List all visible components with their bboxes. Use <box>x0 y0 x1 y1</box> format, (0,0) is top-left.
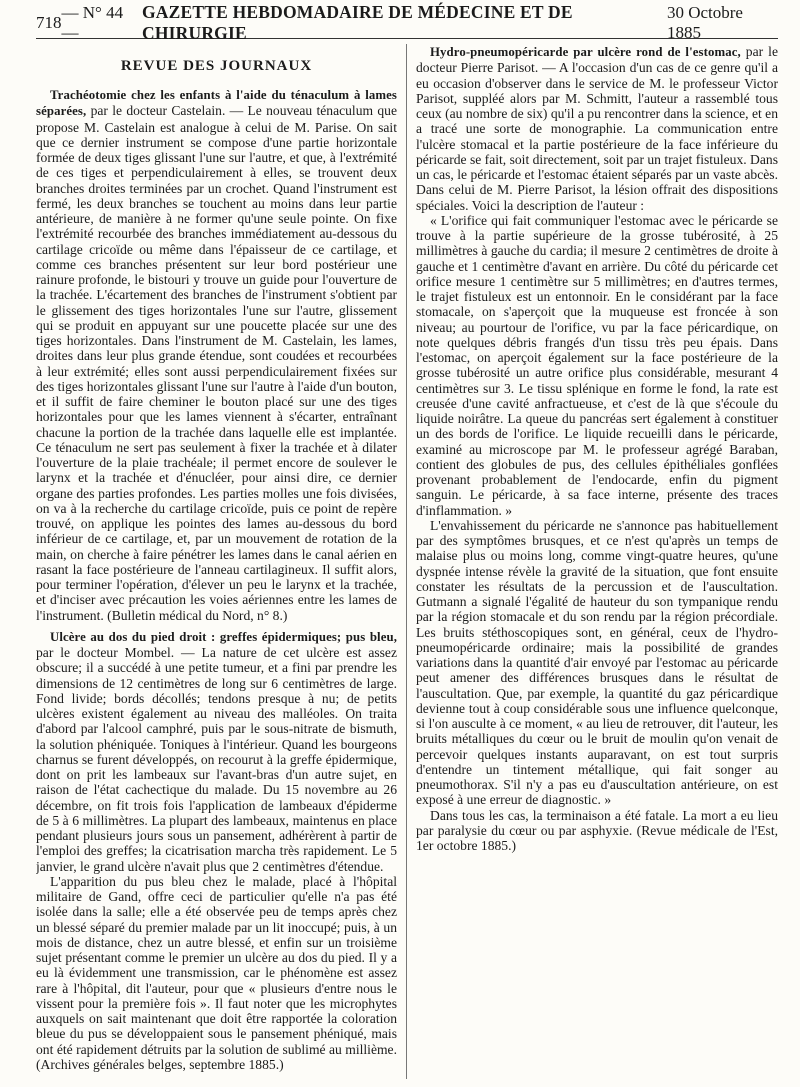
two-column-body <box>36 44 778 1079</box>
article-title: Hydro-pneumopéricarde par ulcère rond de l'estomac, <box>430 45 741 59</box>
issue-number: — N° 44 — <box>61 3 124 42</box>
right-column <box>407 44 778 1079</box>
section-title: REVUE DES JOURNAUX <box>120 58 313 74</box>
article-body: par le docteur Pierre Parisot. — A l'occasion d'un cas de ce genre qu'il a eu occasion d'observer dans le service de M. le professeur Victor Parisot, suppléé alors par M. Schmitt, l'auteur a rassemblé tous ceux (au nombre de six) qu'il a pu rencontrer dans la science, et en a tracé une sorte de monographie. La communication entre l'ulcère stomacal et la partie postérieure de la face inférieure du péricarde se fait, soit directement, soit par un trajet fistuleux. Dans un cas, le péricarde et l'estomac étaient séparés par un vaste abcès. Dans celui de M. Pierre Parisot, la lésion offrait des dispositions spéciales. Voici la description de l'auteur : <box>416 44 778 213</box>
article-paragraph <box>36 629 397 874</box>
article-body: par le docteur Castelain. — Le nouveau ténaculum que propose M. Castelain est analogue à celui de M. Parise. On sait que ce dernier instrument se compose d'une partie horizontale formée de deux tiges glissant l'une sur l'autre, et que, à l'extrémité de ces tiges et perpendiculairement à elles, se trouvent deux branches droites terminées par un crochet. Quand l'instrument est fermé, les deux branches se touchent au moins dans leur partie antérieure, de manière à ne former qu'une seule pointe. On fixe l'extrémité recourbée des branches immédiatement au-dessous du cartilage cricoïde ou même dans l'épaisseur de ce cartilage, et comme ces branches présentent sur leur bord postérieur une rainure profonde, le bistouri y trouve un guide pour l'ouverture de la trachée. L'écartement des branches de l'instrument s'obtient par le glissement des tiges horizontales l'une sur l'autre, glissement qui se produit en appuyant sur une poucette placée sur une des tiges horizontales. Dans l'instrument de M. Castelain, les lames, droites dans leur plus grande étendue, sont coudées et recourbées à leur extrémité; elles sont aussi perpendiculairement fixées sur des tiges horizontales glissant l'une sur l'autre à l'aide d'un bouton, et il suffit de faire cheminer le bouton placé sur une des tiges horizontales pour que les lames viennent à s'écarter, entraînant chacune la portion de la trachée dans laquelle elle est implantée. Ce ténaculum ne sert pas seulement à fixer la trachée et à dilater l'ouverture de la plaie trachéale; il permet encore de soulever le larynx et la trachée et d'énucléer, pour ainsi dire, ce dernier organe des parties profondes. Les parties molles une fois divisées, on va à la recherche du cartilage cricoïde, puis ce point de repère trouvé, on applique les pointes des lames au-dessous du bord inférieur de ce cartilage, et, par un mouvement de rotation de la main, on cherche à faire pénétrer les lames dans le canal aérien en rasant la face postérieure de l'anneau cartilagineux. Il suffit alors, pour terminer l'opération, d'élever un peu le larynx et la trachée, et d'inciser avec précaution les voies aériennes entre les lames de l'instrument. (Bulletin médical du Nord, n° 8.) <box>36 103 397 623</box>
page-number: 718 <box>36 13 62 32</box>
article-paragraph: L'envahissement du péricarde ne s'annonce pas habituellement par des symptômes brusques, et ce n'est qu'après un temps de malaise plus ou moins long, comme vingt-quatre heures, qu'une dyspnée intense révèle la gravité de la situation, que font ensuite constater les résultats de la percussion et de l'auscultation. Gutmann a signalé l'égalité de hauteur du son tympanique rendu par la région stomacale et du son rendu par la région précordiale. Les bruits stéthoscopiques sont, en général, ceux de l'hydro-pneumopéricarde ordinaire; mais la possibilité de grandes variations dans la quantité d'air envoyé par l'estomac au péricarde peut amener des différences brusques dans le résultat de l'auscultation. Que, par exemple, la quantité du gaz péricardique devienne tout à coup considérable sous une influence quelconque, si l'on ausculte à ce moment, « au lieu de retrouver, dit l'auteur, les bruits métalliques du cœur ou le bruit de moulin qu'on venait de percevoir quelques instants auparavant, on est tout surpris d'entendre un tintement métallique, qui fait songer au pneumothorax. S'il n'y a pas eu d'auscultation antérieure, on est exposé à une erreur de diagnostic. » <box>416 517 778 808</box>
page-header <box>36 2 778 43</box>
issue-date: 30 Octobre 1885 <box>666 3 743 42</box>
article-paragraph <box>36 87 397 623</box>
journal-title: GAZETTE HEBDOMADAIRE DE MÉDECINE ET DE CHIRURGIE <box>141 2 573 43</box>
article-paragraph: Dans tous les cas, la terminaison a été fatale. La mort a eu lieu par paralysie du cœur ou par asphyxie. (Revue médicale de l'Est, 1er octobre 1885.) <box>416 807 778 853</box>
article-paragraph <box>416 44 778 213</box>
article-quote: « L'orifice qui fait communiquer l'estomac avec le péricarde se trouve à la partie supérieure de la grosse tubérosité, à 25 millimètres à gauche du cardia; il mesure 2 centimètres de droite à gauche et 1 centimètre d'avant en arrière. Du côté du péricarde cet orifice mesure 1 centimètre sur 5 millimètres; en d'autres termes, le trajet fistuleux est un entonnoir. En le considérant par la face stomacale, on s'aperçoit que la muqueuse est froncée à son niveau; au pourtour de l'orifice, vu par la face péricardique, on note quelques débris frangés d'un tissu très peu épais. Dans l'estomac, on aperçoit également sur la face postérieure de la grosse tubérosité un autre orifice plus considérable, mesurant 4 centimètres sur 3. Le tissu splénique en forme le fond, la rate est creusée d'une cavité anfractueuse, et c'est de là que s'écoule du liquide noirâtre. La queue du pancréas sert également à constituer un des bords de l'orifice. Le liquide recueilli dans le péricarde, examiné au microscope par M. le professeur agrégé Baraban, contient des globules de pus, des cellules épithéliales gonflées provenant probablement de l'endocarde, enfin du pigment sanguin. Le péricarde, à sa face interne, présente des traces d'inflammation. » <box>416 212 778 518</box>
article-title: Trachéotomie chez les enfants à l'aide du ténaculum à lames séparées, <box>36 88 397 119</box>
article-body: par le docteur Mombel. — La nature de cet ulcère est assez obscure; il a succédé à une petite tumeur, et a fini par prendre les dimensions de 12 centimètres de long sur 6 centimètres de large. Fond livide; bords décollés; tendons presque à nu; de petits ulcères existent également au niveau des malléoles. On traita d'abord par l'alcool camphré, puis par le sous-nitrate de bismuth, la solution phéniquée. Toniques à l'intérieur. Quand les bourgeons charnus se furent développés, on recourut à la greffe épidermique, dont on prit les lambeaux sur l'avant-bras d'un autre sujet, en raison de l'état cachectique du malade. Du 15 novembre au 26 décembre, on fit trois fois l'application de lambeaux d'épiderme de 5 à 6 millimètres. La plupart des lambeaux, maintenus en place pendant plusieurs jours sous un pansement, adhérèrent à partir de l'emploi des greffes; la cicatrisation marcha très rapidement. Le 5 janvier, le grand ulcère n'avait plus que 2 centimètres d'étendue. <box>36 645 397 874</box>
article-title: Ulcère au dos du pied droit : greffes épidermiques; pus bleu, <box>50 629 397 644</box>
left-column <box>36 44 407 1079</box>
article-paragraph: L'apparition du pus bleu chez le malade, placé à l'hôpital militaire de Gand, offre ceci de particulier qu'elle n'a pas été isolée dans la salle; elle a été observée peu de temps après chez un blessé séparé du premier malade par un lit inoccupé; puis, à un mois de distance, chez un autre blessé, et enfin sur un troisième sujet présentant comme le premier un ulcère au dos du pied. Il y a eu là évidemment une transmission, car le phénomène est assez rare à l'hôpital, dit l'auteur, pour que « plusieurs d'entre nous le vissent pour la première fois ». Il faut noter que les microphytes auxquels on sait maintenant que doit être rapportée la coloration bleue du pus se développaient sous le pansement phéniqué, mais ont été rapidement détruits par la solution de sublimé au millième. (Archives générales belges, septembre 1885.) <box>36 873 397 1072</box>
